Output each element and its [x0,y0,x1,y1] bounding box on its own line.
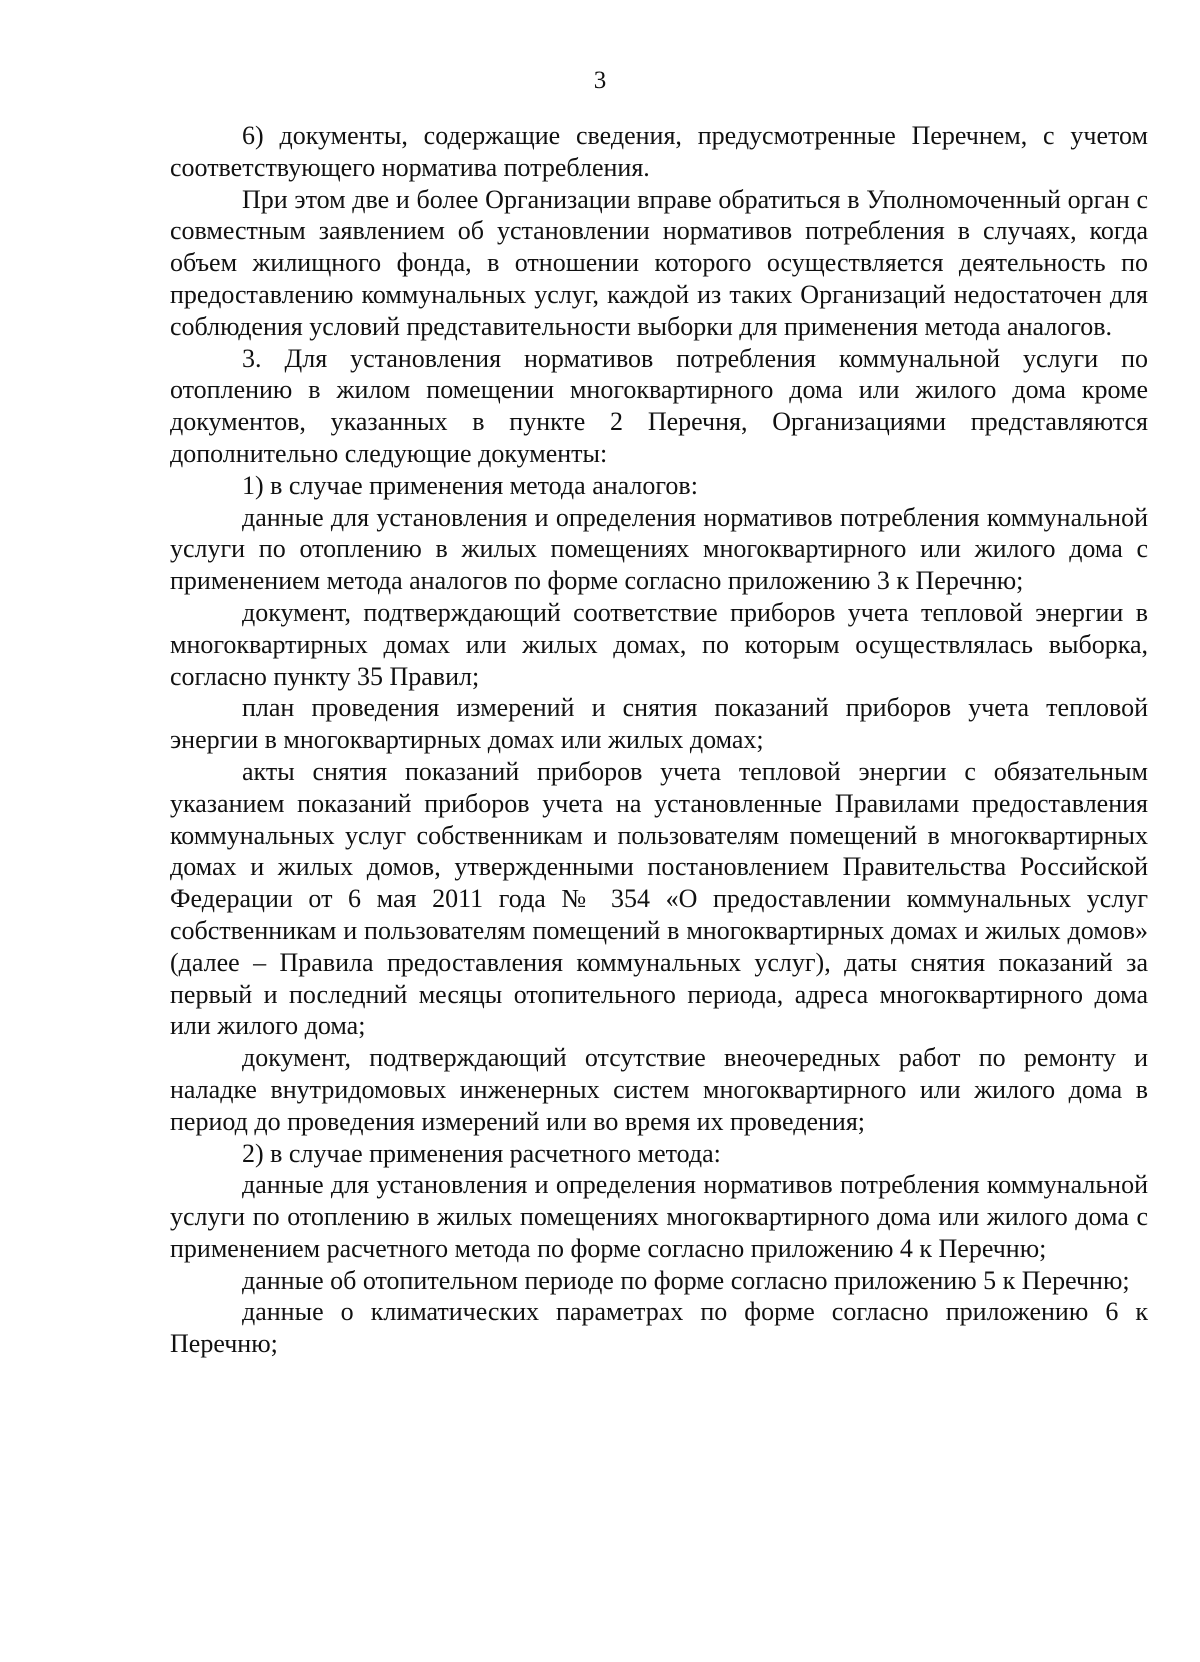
paragraph-joint-application: При этом две и более Организации вправе обратиться в Уполномоченный орган с совместным заявлением об установлении нормативов потребления в случаях, когда объем жилищного фонда, в отношении которого осуществляется деятельность по предоставлению коммунальных услуг, каждой из таких Организаций недостаточен для соблюдения условий представительности выборки для применения метода аналогов. [170,184,1148,341]
paragraph-analog-method-heading: 1) в случае применения метода аналогов: [242,470,698,500]
paragraph-meter-compliance: документ, подтверждающий соответствие приборов учета тепловой энергии в многоквартирных домах или жилых домах, по которым осуществлялась выборка, согласно пункту 35 Правил; [170,597,1148,691]
paragraph-climate-parameters: данные о климатических параметрах по форме согласно приложению 6 к Перечню; [170,1297,1148,1359]
document-body [170,120,1148,1360]
paragraph-meter-reading-acts: акты снятия показаний приборов учета тепловой энергии с обязательным указанием показаний приборов учета на установленные Правилами предоставления коммунальных услуг собственникам и пользователям помещений в многоквартирных домах и жилых домов, утвержденными постановлением Правительства Российской Федерации от 6 мая 2011 года № 354 «О предоставлении коммунальных услуг собственникам и пользователям помещений в многоквартирных домах и жилых домов» (далее – Правила предоставления коммунальных услуг), даты снятия показаний за первый и последний месяцы отопительного периода, адреса многоквартирного дома или жилого дома; [170,756,1148,1041]
paragraph-analog-data: данные для установления и определения нормативов потребления коммунальной услуги по отоплению в жилых помещениях многоквартирного или жилого дома с применением метода аналогов по форме согласно приложению 3 к Перечню; [170,502,1148,596]
paragraph-heating-period: данные об отопительном периоде по форме согласно приложению 5 к Перечню; [242,1265,1130,1295]
paragraph-no-extra-works: документ, подтверждающий отсутствие внеочередных работ по ремонту и наладке внутридомовых инженерных систем многоквартирного или жилого дома в период до проведения измерений или во время их проведения; [170,1043,1148,1136]
paragraph-measurement-plan: план проведения измерений и снятия показаний приборов учета тепловой энергии в многоквартирных домах или жилых домах; [170,693,1148,755]
paragraph-item-6-documents: 6) документы, содержащие сведения, предусмотренные Перечнем, с учетом соответствующего норматива потребления. [170,121,1148,182]
paragraph-calculation-data: данные для установления и определения нормативов потребления коммунальной услуги по отоплению в жилых помещениях многоквартирного дома или жилого дома с применением расчетного метода по форме согласно приложению 4 к Перечню; [170,1170,1148,1263]
paragraph-section-3: 3. Для установления нормативов потребления коммунальной услуги по отоплению в жилом помещении многоквартирного дома или жилого дома кроме документов, указанных в пункте 2 Перечня, Организациями представляются дополнительно следующие документы: [170,343,1148,468]
page-number: 3 [593,67,607,94]
paragraph-calculation-method-heading: 2) в случае применения расчетного метода: [242,1138,721,1168]
